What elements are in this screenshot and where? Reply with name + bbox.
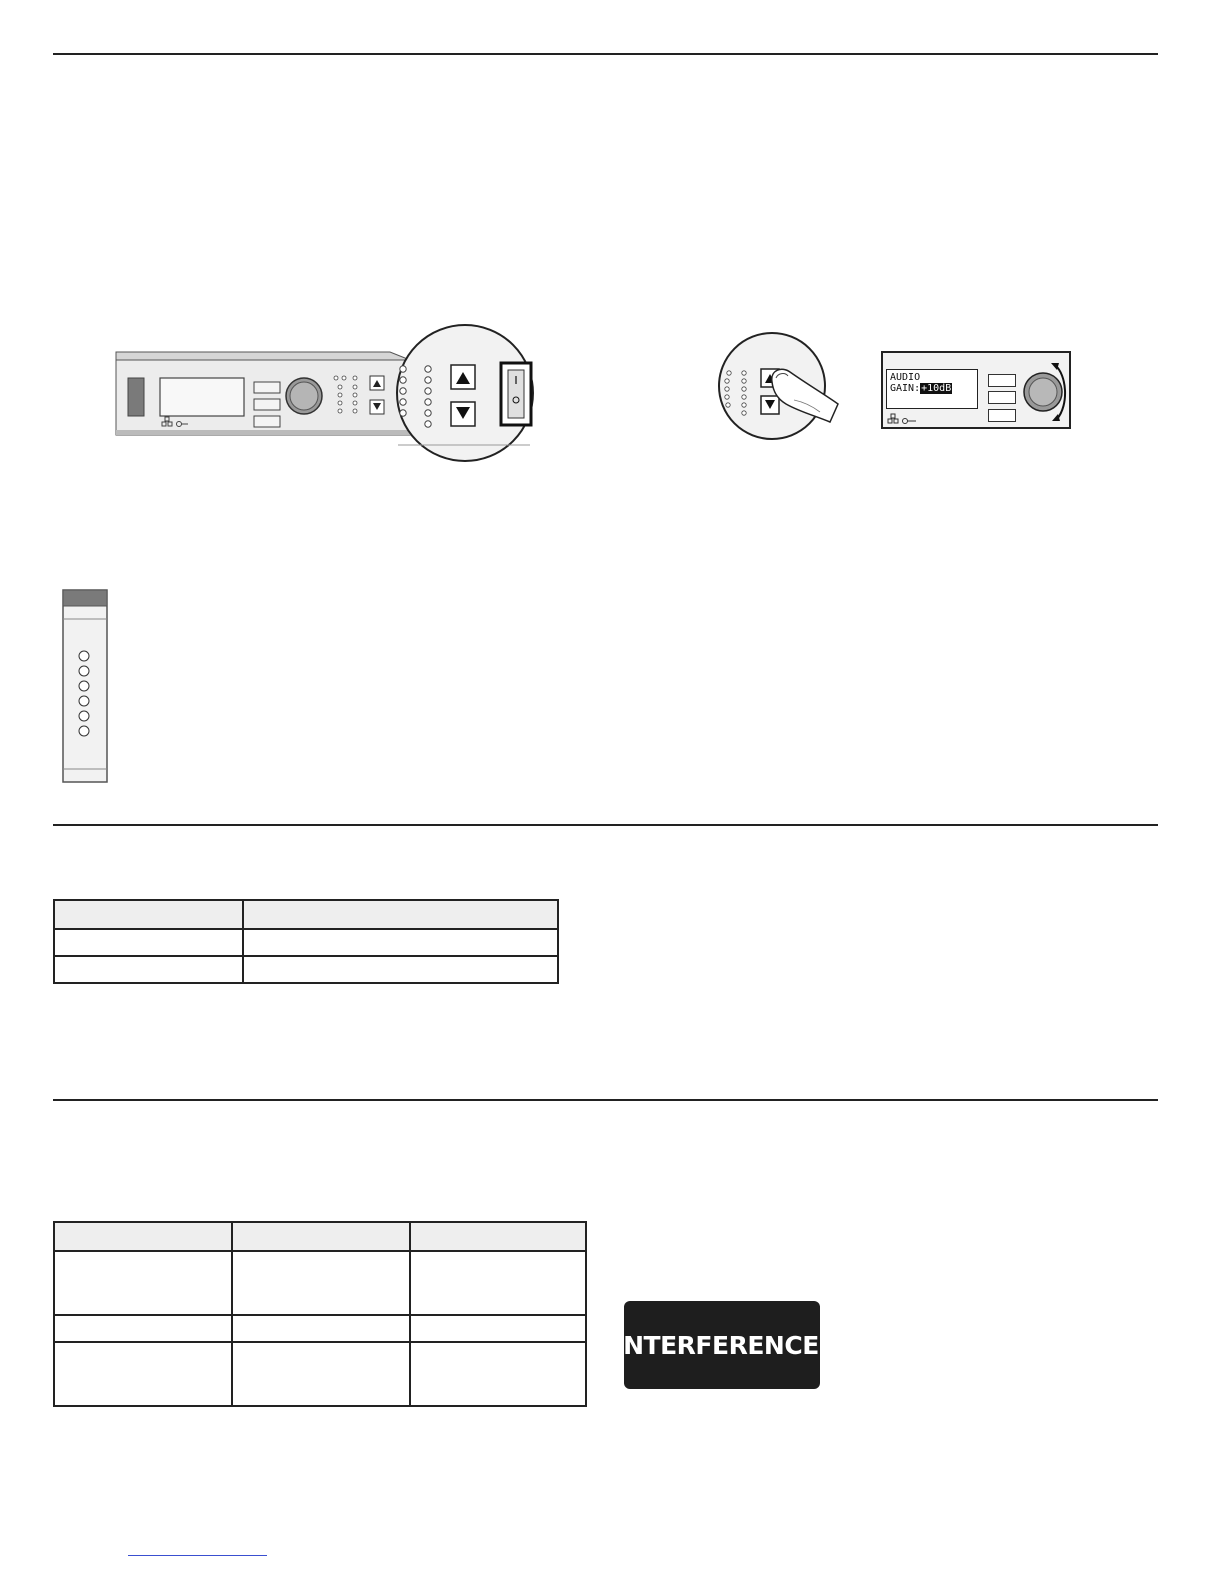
table-row <box>54 1251 586 1315</box>
receiver-front-panel-illustration <box>110 320 540 465</box>
table-row <box>54 929 558 956</box>
lcd-gain-label: GAIN: <box>890 383 921 394</box>
footer-link-underline[interactable] <box>128 1555 267 1556</box>
network-lock-icons <box>887 413 921 425</box>
lcd-screen <box>886 369 978 409</box>
menu-button-1 <box>988 374 1016 387</box>
interference-warning-text: INTERFERENCE! <box>614 1330 830 1360</box>
lcd-menu-line: AUDIO <box>890 372 921 383</box>
gain-display-closeup <box>881 351 1071 429</box>
section-divider-top <box>53 53 1158 55</box>
table-header-row <box>54 1222 586 1251</box>
control-knob-icon <box>1023 361 1071 423</box>
table-row <box>54 1342 586 1406</box>
settings-table <box>53 899 559 984</box>
lcd-gain-value: +10dB <box>921 383 952 394</box>
table-row <box>54 1315 586 1342</box>
menu-button-2 <box>988 391 1016 404</box>
rf-meter-strip <box>62 589 110 784</box>
section-divider-lower <box>53 1099 1158 1101</box>
button-press-illustration <box>712 330 852 445</box>
menu-button-3 <box>988 409 1016 422</box>
interference-warning-display <box>614 1301 830 1389</box>
section-divider-middle <box>53 824 1158 826</box>
interference-table <box>53 1221 587 1407</box>
table-header-row <box>54 900 558 929</box>
table-row <box>54 956 558 983</box>
